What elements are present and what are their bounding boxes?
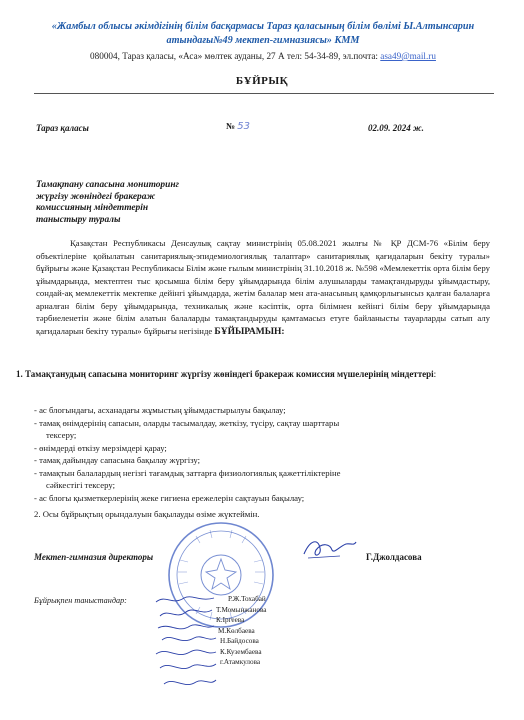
section-1-colon: : [433,369,437,379]
handwritten-number: 53 [237,121,251,132]
list-item-continuation: тексеру; [46,430,77,440]
subject-line: жүргізу жөніндегі бракераж [36,191,156,202]
title-divider [34,93,494,94]
list-item: г.Атамкулова [220,658,261,666]
order-subject [36,180,246,226]
list-item: - тамақ дайындау сапасына бақылау жүргізу; [34,455,201,465]
section-1-heading [16,369,486,381]
acknowledgement-label: Бұйрықпен таныстандар: [34,596,127,605]
address-text: 080004, Тараз қаласы, «Аса» мөлтек ауданы, 27 А тел: 54-34-89, эл.почта: [90,51,381,61]
organization-header [18,20,508,48]
list-item-continuation: сәйкестігі тексеру; [46,480,115,490]
list-item: М.Көлбаева [218,626,255,635]
document-title: БҰЙРЫҚ [235,75,289,87]
list-item: - тамақ өнімдерінің сапасын, оларды тасымалдау, жеткізу, түсіру, сақтау шарттары [34,417,340,428]
acknowledgement-names [206,594,266,668]
order-date: 02.09. 2024 ж. [368,123,424,133]
section-2-text: 2. Осы бұйрықтың орындалуын бақылауды өзіме жүктеймін. [34,509,260,519]
director-title: Мектеп-гимназия директоры [34,552,154,562]
list-item: - ас блогындағы, асханадағы жұмыстың ұйымдастырылуы бақылау; [34,405,286,415]
order-number [226,121,250,132]
section-1-title: 1. Тамақтанудың сапасына мониторинг жүргізу жөніндегі бракераж комиссия мүшелерінің міндеттері [16,369,434,379]
list-item: - тамақтын балалардың негізгі тағамдық заттарға физиологиялық қажеттіліктеріне [34,467,341,478]
number-label: № [226,121,236,131]
order-keyword: БҰЙЫРАМЫН: [214,326,285,337]
director-name: Г.Джолдасова [366,552,422,562]
director-signature [300,534,360,564]
subject-line: комиссияның міндеттерін [36,203,149,213]
preamble-paragraph [36,237,490,338]
list-item: Н.Байдосова [220,637,259,645]
address-line [10,51,516,61]
list-item: - өнімдерді өткізу мерзімдері қарау; [34,442,167,453]
preamble-text: Қазақстан Республикасы Денсаулық сақтау министрінің 05.08.2021 жылғы № ҚР ДСМ-76 «Білім беру объектілеріне қойылатын санитариялық-эпидемиологиялық талаптар» санитариялық қағидаларын бекіту туралы» бұйрығы және Қазақстан Республикасы Білім және ғылым министрінің 31.10.2018 ж. №598 «Мемлекеттік орта білім беру ұйымдарында, мектептен тыс қосымша білім беру ұйымдарында білім алушыларды тамақтандыруды ұйымдастыру, сондай-ақ мемлекеттік мектепке дейінгі ұйымдарда, жетім балалар мен ата-анасының қамқорлығынсыз қалған балаларға арналған білім беру ұйымдарында, техникалық және кәсіптік, орта білімнен кейінгі білім беру ұйымдарында тәрбиеленетін және білім алатын балаларды тамақтандыруды қамтамасыз етуге байланысты тауарларды сатып алу қағидаларын бекіту туралы» бұйрығы негізінде [36,238,490,336]
organization-line-1: «Жамбыл облысы әкімдігінің білім басқармасы Тараз қаласының білім бөлімі Ы.Алтынсарин [51,21,475,32]
city-label: Тараз қаласы [36,123,89,133]
list-item: - ас блогы қызметкерлерінің жеке гигиена ережелерін сақтауын бақылау; [34,492,305,503]
subject-line: Тамақтану сапасына мониторинг [36,180,179,190]
organization-line-2: атындағы№49 мектеп-гимназиясы» КММ [166,35,360,46]
list-item: Р.Ж.Тохабай [228,595,266,603]
list-item: К.Іргеева [216,616,245,624]
duties-list [34,404,474,504]
list-item: К.Кузембаева [220,647,262,656]
email-link[interactable]: asa49@mail.ru [380,51,436,61]
subject-line: таныстыру туралы [36,214,121,225]
list-item: Т.Момынжанова [216,605,267,614]
